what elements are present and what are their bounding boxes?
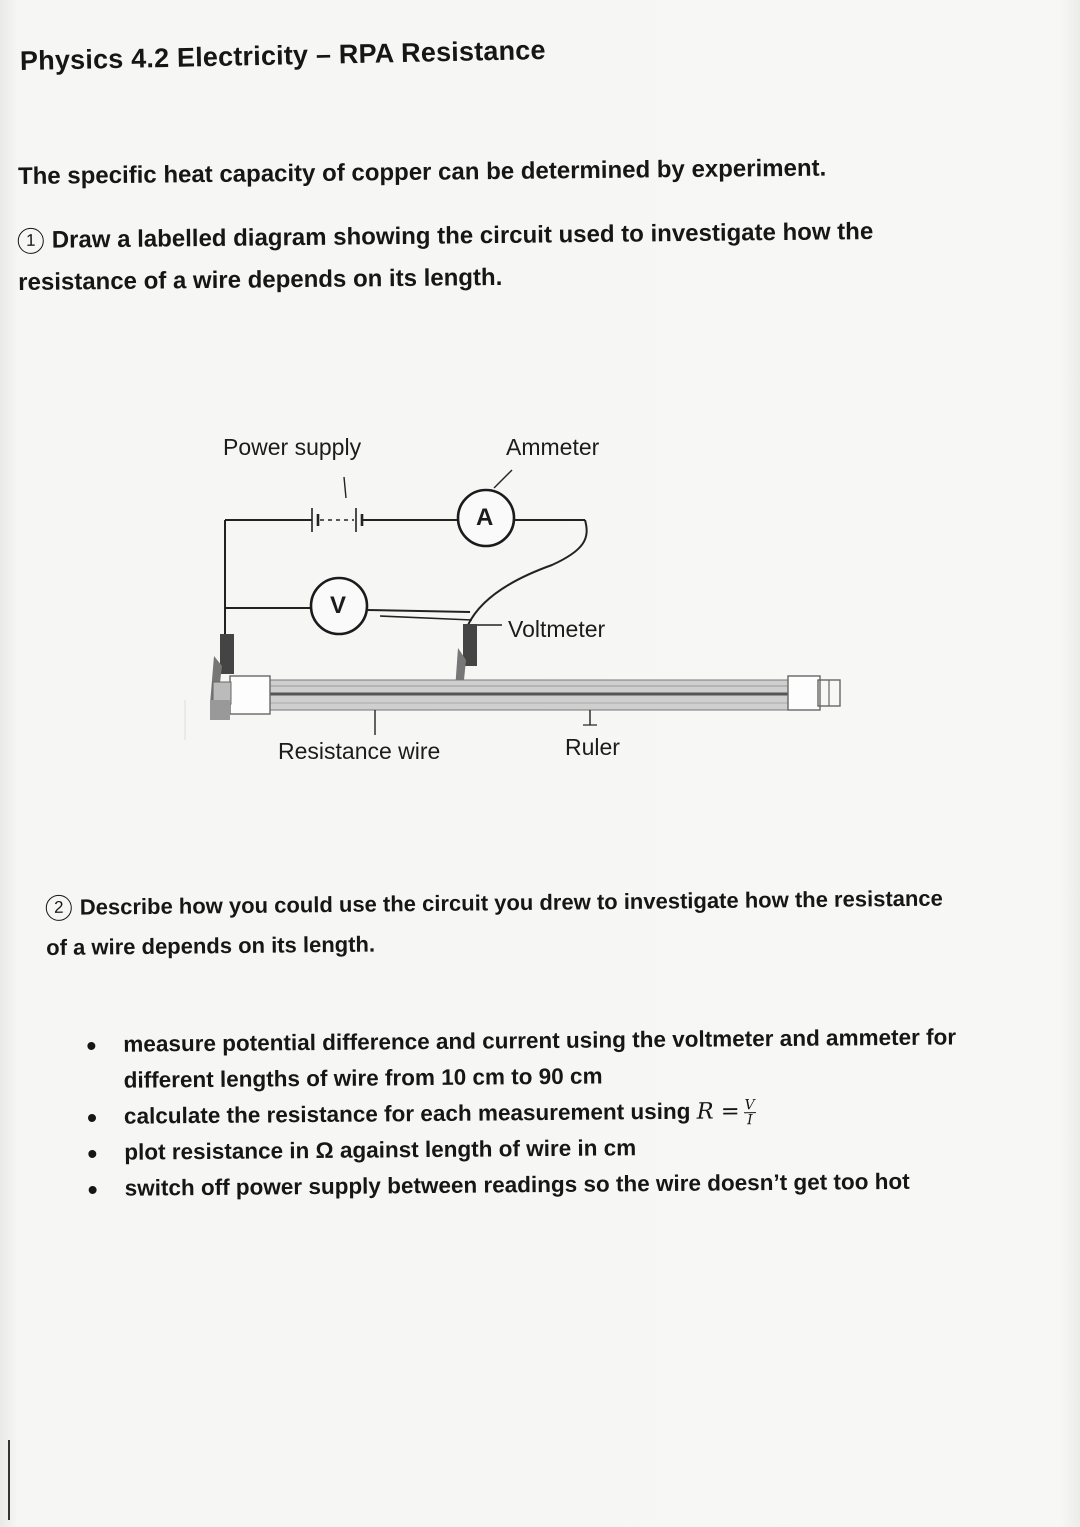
left-clip: [220, 634, 234, 674]
circuit-diagram: [180, 420, 880, 780]
page-edge-mark: [8, 1440, 10, 1520]
answer-item-1: measure potential difference and current using the voltmeter and ammeter for different lengths of wire from 10 cm to 90 cm: [87, 1019, 1048, 1099]
voltmeter-letter: V: [330, 592, 347, 619]
label-power-supply: Power supply: [223, 434, 362, 460]
question-1: [18, 210, 949, 304]
label-resistance-wire: Resistance wire: [278, 738, 441, 764]
page-title: Physics 4.2 Electricity – RPA Resistance: [19, 34, 546, 76]
answer-item-4: switch off power supply between readings so the wire doesn’t get too hot: [88, 1163, 1048, 1207]
label-ammeter: Ammeter: [506, 434, 600, 460]
answer-list: [87, 1019, 1049, 1207]
question-2-text: Describe how you could use the circuit you drew to investigate how the resistance of a wire depends on its length.: [46, 885, 943, 960]
question-2-number: 2: [46, 895, 72, 921]
label-ruler: Ruler: [565, 734, 620, 760]
label-voltmeter: Voltmeter: [508, 616, 606, 642]
ammeter-letter: A: [476, 504, 494, 531]
answer-item-2: calculate the resistance for each measurement using R = $\frac{V}{I}$: [88, 1091, 1048, 1135]
question-1-number: 1: [18, 228, 44, 254]
intro-text: The specific heat capacity of copper can be determined by experiment.: [17, 154, 827, 190]
question-2: [46, 879, 947, 968]
resistance-formula: R = $\frac{V}{I}$: [696, 1096, 755, 1128]
right-wire-mount: [788, 676, 820, 710]
left-wire-mount: [230, 676, 270, 714]
question-1-text: Draw a labelled diagram showing the circuit used to investigate how the resistance of a wire depends on its length.: [18, 218, 874, 296]
circuit-drawing: [180, 420, 880, 780]
answer-item-3: plot resistance in Ω against length of wire in cm: [88, 1127, 1048, 1171]
